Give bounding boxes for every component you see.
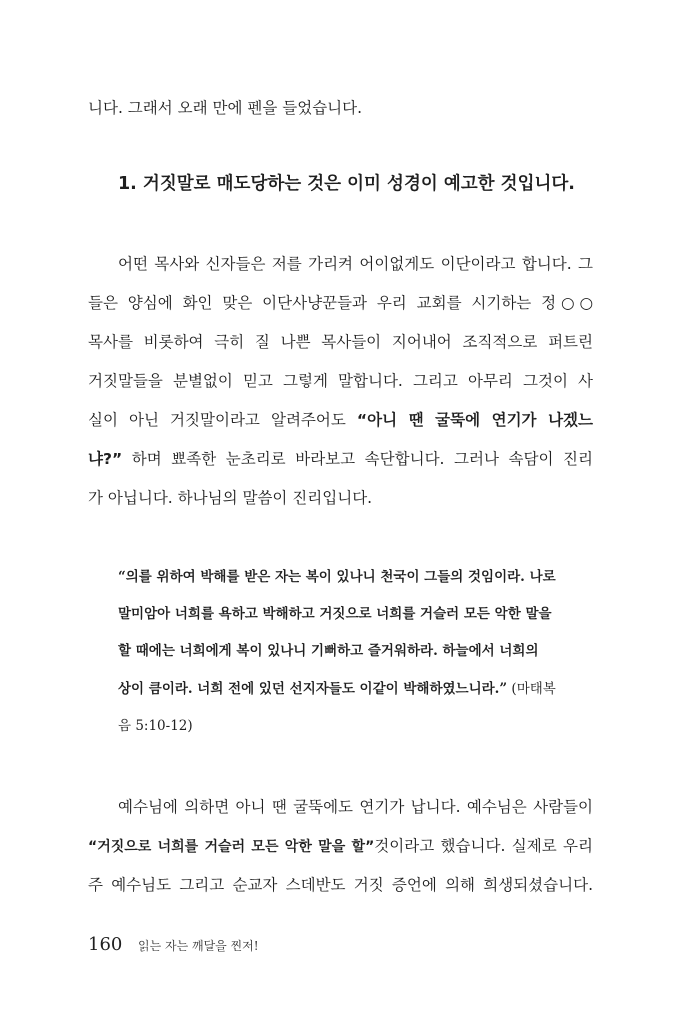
paragraph-2-line-2-text: 것이라고 했습니다. 실제로 우리 xyxy=(374,837,593,855)
scripture-citation-end: 음 5:10-12) xyxy=(118,718,193,734)
paragraph-1-line-2: 들은 양심에 화인 맞은 이단사냥꾼들과 우리 교회를 시기하는 정○○ xyxy=(88,294,593,312)
intro-line: 니다. 그래서 오래 만에 펜을 들었습니다. xyxy=(88,99,363,117)
paragraph-2-quote: “거짓으로 너희를 거슬러 모든 악한 말을 할” xyxy=(88,839,375,855)
scripture-quote-line-4 xyxy=(118,680,588,698)
paragraph-2-line-1: 예수님에 의하면 아니 땐 굴뚝에도 연기가 납니다. 예수님은 사람들이 xyxy=(118,798,593,816)
paragraph-2-line-3: 주 예수님도 그리고 순교자 스데반도 거짓 증언에 의해 희생되셨습니다. xyxy=(88,876,593,894)
scripture-quote-line-2: 말미암아 너희를 욕하고 박해하고 거짓으로 너희를 거슬러 모든 악한 말을 xyxy=(118,606,552,622)
scripture-quote-line-1: “의를 위하여 박해를 받은 자는 복이 있나니 천국이 그들의 것임이라. 나로 xyxy=(118,569,556,585)
paragraph-2-line-2 xyxy=(88,836,593,857)
paragraph-1-line-5 xyxy=(88,410,593,430)
paragraph-1-line-7: 가 아닙니다. 하나님의 말씀이 진리입니다. xyxy=(88,489,373,507)
page-number: 160 xyxy=(88,934,123,955)
paragraph-1-line-4: 거짓말들을 분별없이 믿고 그렇게 말합니다. 그리고 아무리 그것이 사 xyxy=(88,372,593,390)
paragraph-1-line-3: 목사를 비롯하여 극히 질 나쁜 목사들이 지어내어 조직적으로 퍼트린 xyxy=(88,333,593,351)
paragraph-1-line-5-text: 실이 아닌 거짓말이라고 알려주어도 xyxy=(88,411,357,429)
proverb-quote-end: 냐?” xyxy=(88,450,123,468)
scripture-citation: (마태복 xyxy=(507,681,556,697)
section-heading: 1. 거짓말로 매도당하는 것은 이미 성경이 예고한 것입니다. xyxy=(118,174,575,194)
scripture-quote-line-3: 할 때에는 너희에게 복이 있나니 기뻐하고 즐거워하라. 하늘에서 너희의 xyxy=(118,643,539,659)
paragraph-1-line-6 xyxy=(88,449,593,469)
proverb-quote-start: “아니 땐 굴뚝에 연기가 나겠느 xyxy=(356,411,593,429)
running-title: 읽는 자는 깨달을 찐저! xyxy=(138,939,259,953)
scripture-quote-line-4-text: 상이 큼이라. 너희 전에 있던 선지자들도 이같이 박해하였느니라.” xyxy=(118,681,508,697)
paragraph-1-line-1: 어떤 목사와 신자들은 저를 가리켜 어이없게도 이단이라고 합니다. 그 xyxy=(118,255,593,273)
paragraph-1-line-6-text: 하며 뾰족한 눈초리로 바라보고 속단합니다. 그러나 속담이 진리 xyxy=(122,450,593,468)
